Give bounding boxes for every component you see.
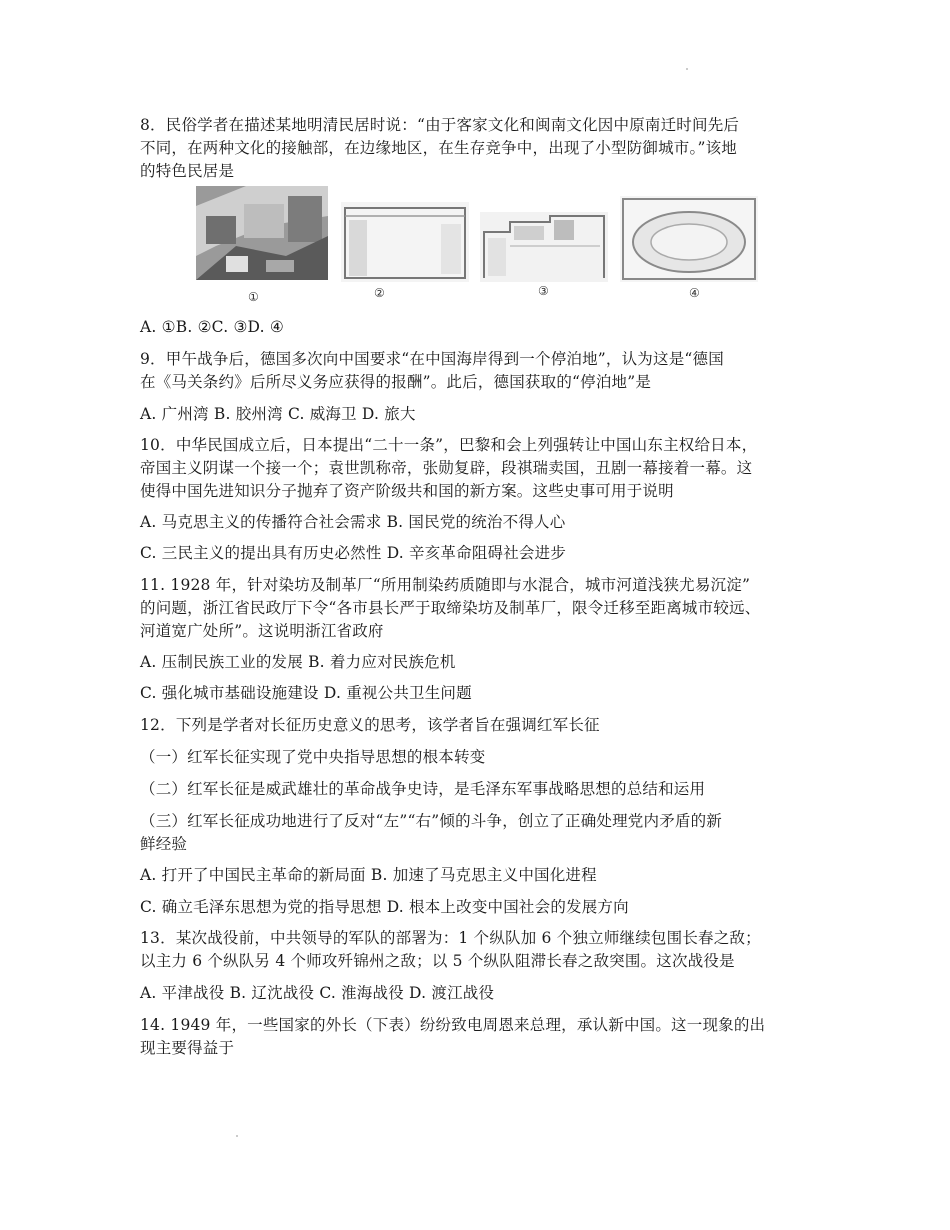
- q12-point-1: （一）红军长征实现了党中央指导思想的根本转变: [140, 748, 486, 766]
- q14-stem-line-1: 14. 1949 年，一些国家的外长（下表）纷纷致电周恩来总理，承认新中国。这一现象的出: [140, 1016, 766, 1034]
- q9-stem-line-1: 9．甲午战争后，德国多次向中国要求“在中国海岸得到一个停泊地”，认为这是“德国: [140, 350, 724, 368]
- q12-point-2: （二）红军长征是威武雄壮的革命战争史诗，是毛泽东军事战略思想的总结和运用: [140, 780, 706, 798]
- q8-figure-1: [196, 186, 328, 280]
- scan-speck: [236, 1135, 238, 1137]
- q12-stem: 12．下列是学者对长征历史意义的思考，该学者旨在强调红军长征: [140, 716, 600, 734]
- q11-stem-line-2: 的问题，浙江省民政厅下令“各市县长严于取缔染坊及制革厂，限令迁移至距离城市较远、: [140, 599, 761, 617]
- q13-stem-line-1: 13．某次战役前，中共领导的军队的部署为：1 个纵队加 6 个独立师继续包围长春之敌；: [140, 929, 761, 947]
- q8-stem-line-2: 不同，在两种文化的接触部，在边缘地区，在生存竞争中，出现了小型防御城市。”该地: [140, 139, 737, 157]
- q12-options-line-1: A. 打开了中国民主革命的新局面 B. 加速了马克思主义中国化进程: [140, 866, 597, 884]
- q10-options-line-2: C. 三民主义的提出具有历史必然性 D. 辛亥革命阻碍社会进步: [140, 544, 567, 562]
- q13-stem-line-2: 以主力 6 个纵队另 4 个师攻歼锦州之敌；以 5 个纵队阻滞长春之敌突围。这次战役是: [140, 952, 735, 970]
- q10-stem-line-3: 使得中国先进知识分子抛弃了资产阶级共和国的新方案。这些史事可用于说明: [140, 482, 674, 500]
- q9-stem-line-2: 在《马关条约》后所尽义务应获得的报酬”。此后，德国获取的“停泊地”是: [140, 373, 652, 391]
- q8-figure-4: [620, 196, 758, 282]
- q12-point-3: （三）红军长征成功地进行了反对“左”“右”倾的斗争，创立了正确处理党内矛盾的新: [140, 812, 722, 830]
- q11-options-line-2: C. 强化城市基础设施建设 D. 重视公共卫生问题: [140, 684, 472, 702]
- q8-figure-label-2: ②: [374, 286, 385, 300]
- q8-figure-label-3: ③: [538, 284, 549, 298]
- q8-figure-3: [480, 212, 608, 282]
- q13-options: A. 平津战役 B. 辽沈战役 C. 淮海战役 D. 渡江战役: [140, 984, 495, 1002]
- q9-options: A. 广州湾 B. 胶州湾 C. 威海卫 D. 旅大: [140, 405, 416, 423]
- q10-stem-line-1: 10．中华民国成立后，日本提出“二十一条”，巴黎和会上列强转让中国山东主权给日本，: [140, 436, 758, 454]
- q11-options-line-1: A. 压制民族工业的发展 B. 着力应对民族危机: [140, 653, 456, 671]
- q8-figure-label-4: ④: [689, 286, 700, 300]
- q8-stem-line-3: 的特色民居是: [140, 162, 235, 180]
- q11-stem-line-1: 11. 1928 年，针对染坊及制革厂“所用制染药质随即与水混合，城市河道浅狭尤易沉淀”: [140, 576, 751, 594]
- q10-options-line-1: A. 马克思主义的传播符合社会需求 B. 国民党的统治不得人心: [140, 513, 566, 531]
- q10-stem-line-2: 帝国主义阴谋一个接一个；袁世凯称帝，张勋复辟，段祺瑞卖国，丑剧一幕接着一幕。这: [140, 459, 753, 477]
- q8-figure-strip: [196, 186, 766, 306]
- q11-stem-line-3: 河道宽广处所”。这说明浙江省政府: [140, 622, 384, 640]
- q14-stem-line-2: 现主要得益于: [140, 1039, 235, 1057]
- q8-stem-line-1: 8．民俗学者在描述某地明清民居时说：“由于客家文化和闽南文化因中原南迁时间先后: [140, 116, 740, 134]
- q8-figure-label-1: ①: [248, 290, 259, 304]
- q8-options: A. ①B. ②C. ③D. ④: [140, 318, 284, 336]
- scan-speck: [686, 68, 688, 70]
- q8-figure-2: [341, 202, 469, 282]
- q12-options-line-2: C. 确立毛泽东思想为党的指导思想 D. 根本上改变中国社会的发展方向: [140, 898, 629, 916]
- q12-point-3-cont: 鲜经验: [140, 835, 188, 853]
